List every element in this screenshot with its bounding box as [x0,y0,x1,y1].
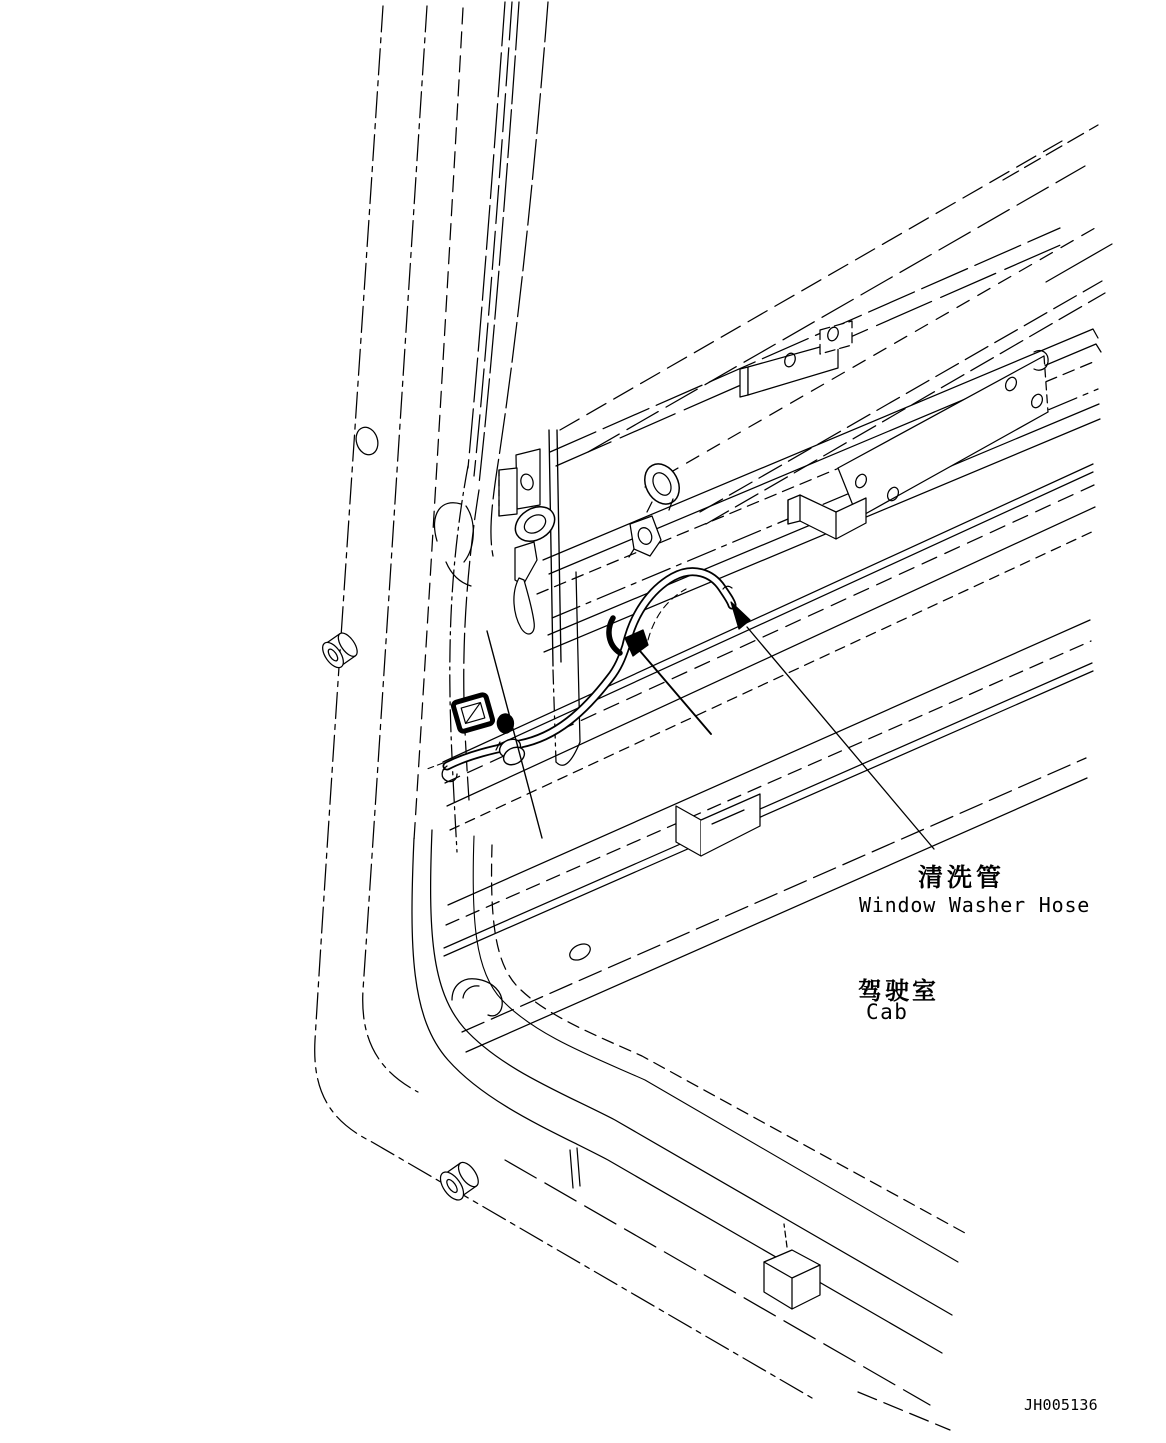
sill-hook [452,979,502,1016]
hose-tie-mount [453,694,494,732]
location-label-english: Cab [866,1000,909,1024]
drawing-number: JH005136 [1024,1396,1098,1414]
angle-bracket [676,794,760,856]
door-rail-lines [443,228,1101,1052]
sill-grommet [436,1157,483,1204]
sill-hole [567,941,593,964]
roof-rail-lines [560,125,1112,524]
cab-front-pillar-lines [315,2,812,1398]
bottom-box-bracket [764,1224,820,1309]
upper-bracket [499,449,540,516]
latch-hook [514,578,534,634]
leader-arrow-icon [731,602,750,629]
door-bottom-corner-lines [412,830,965,1430]
part-label-chinese: 清洗管 [918,863,1006,892]
rail-cover-panel [838,351,1048,518]
hanger-ring [638,458,686,512]
location-label-chinese: 驾驶室 [858,977,939,1005]
rail-clip [629,516,661,557]
window-washer-hose [427,572,732,782]
pillar-hole [353,424,382,457]
part-label-english: Window Washer Hose [859,893,1091,917]
